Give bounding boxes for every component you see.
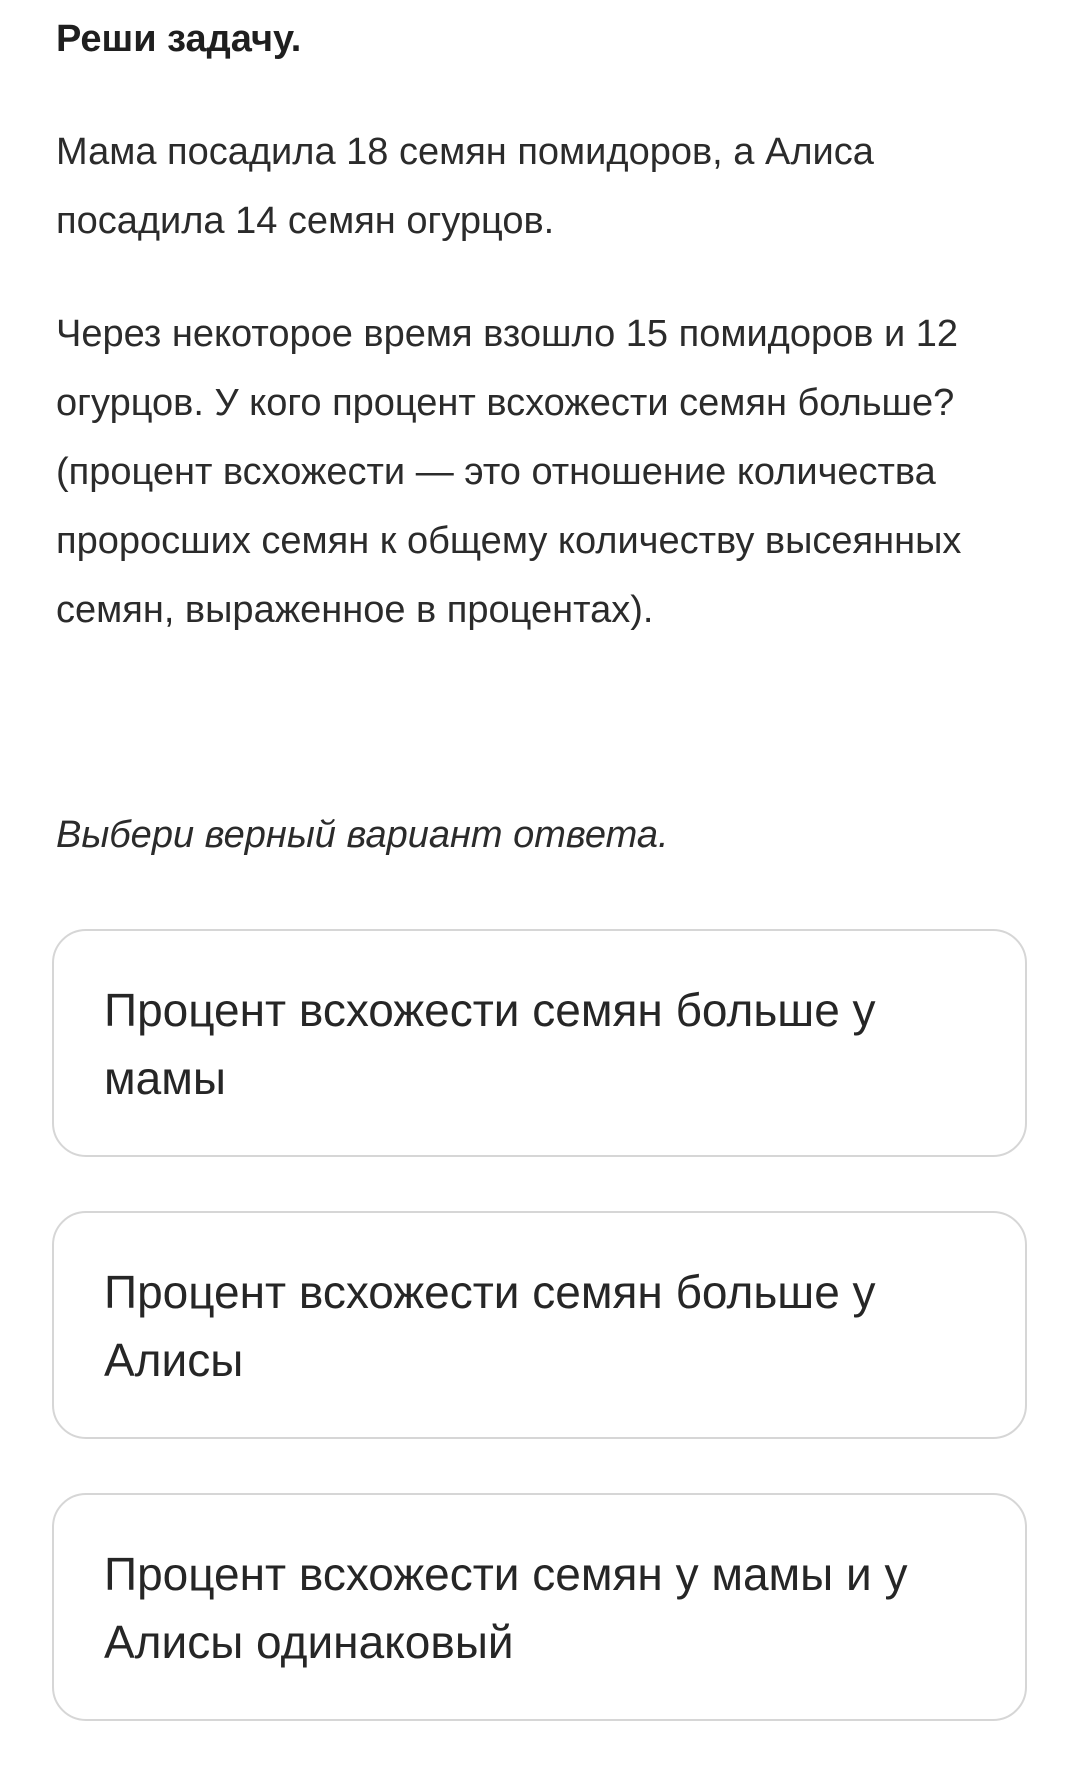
task-statement-part-1: Мама посадила 18 семян помидоров, а Алиса посадила 14 семян огурцов. bbox=[56, 131, 874, 242]
answer-option-mom[interactable] bbox=[52, 929, 1027, 1157]
answer-option-label: Процент всхожести семян у мамы и у Алисы одинаковый bbox=[104, 1548, 908, 1668]
task-title: Реши задачу. bbox=[56, 18, 302, 60]
answer-options-list bbox=[52, 929, 1027, 1775]
answer-option-alisa[interactable] bbox=[52, 1211, 1027, 1439]
answer-option-label: Процент всхожести семян больше у мамы bbox=[104, 984, 876, 1104]
answer-option-label: Процент всхожести семян больше у Алисы bbox=[104, 1266, 876, 1386]
task-statement-part-2: Через некоторое время взошло 15 помидоров и 12 огурцов. У кого процент всхожести семян больше? (процент всхожести — это отношение количества проросших семян к общему количеству высеянных семян, выраженное в процентах). bbox=[56, 313, 962, 631]
answer-instruction: Выбери верный вариант ответа. bbox=[56, 814, 669, 856]
answer-option-equal[interactable] bbox=[52, 1493, 1027, 1721]
